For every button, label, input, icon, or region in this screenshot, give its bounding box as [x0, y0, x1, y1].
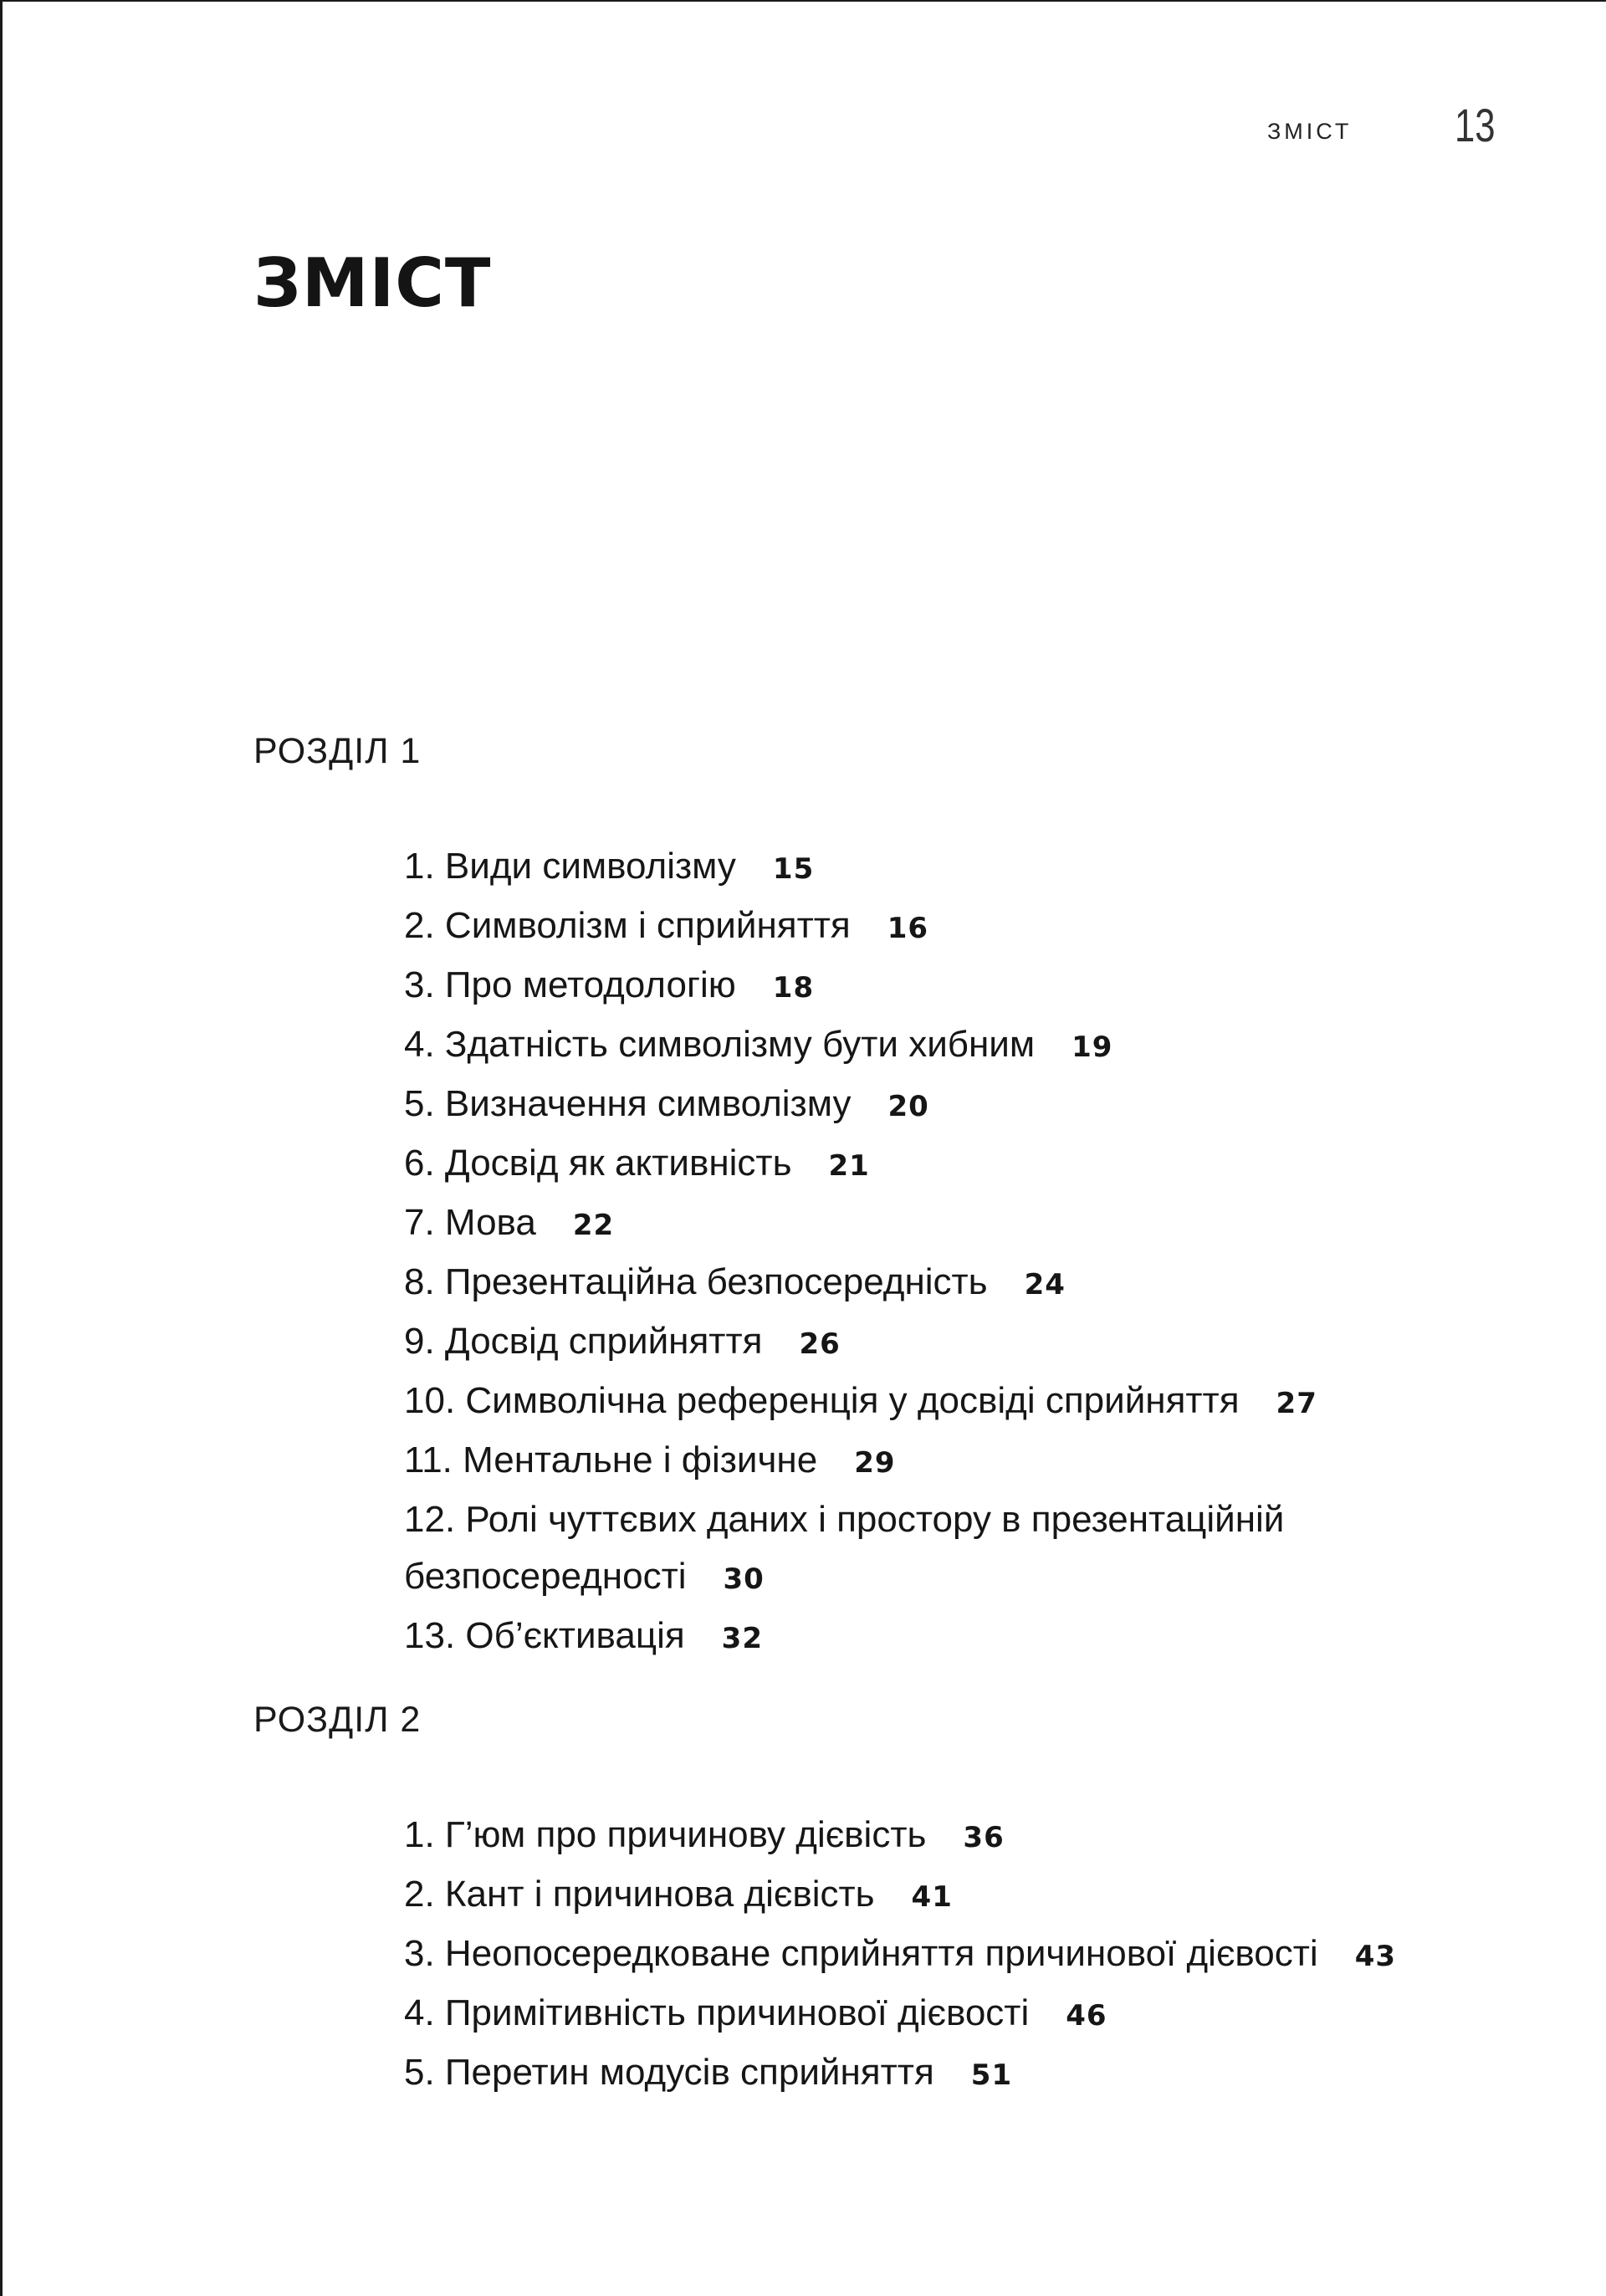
toc-entry-title: 12. Ролі чуттєвих даних і простору в презентаційній безпосередності — [404, 1499, 1285, 1597]
toc-entry-title: 13. Об’єктивація — [404, 1615, 685, 1656]
toc-entry[interactable] — [404, 2044, 1483, 2104]
toc-entry-title: 4. Здатність символізму бути хибним — [404, 1024, 1036, 1065]
running-head — [3, 98, 1606, 151]
toc-entry-title: 10. Символічна референція у досвіді сприйняття — [404, 1380, 1240, 1421]
section-label: РОЗДІЛ 1 — [253, 731, 422, 771]
toc-entry-list — [404, 1807, 1483, 2104]
toc-entry-list — [404, 838, 1483, 1667]
toc-entry-title: 9. Досвід сприйняття — [404, 1321, 763, 1362]
running-head-title: ЗМІСТ — [1267, 119, 1353, 144]
toc-entry-page: 51 — [970, 2058, 1013, 2092]
toc-entry-title: 2. Кант і причинова дієвість — [404, 1874, 875, 1915]
toc-entry[interactable] — [404, 1016, 1483, 1076]
toc-entry[interactable] — [404, 1313, 1483, 1373]
toc-entry-page: 32 — [721, 1622, 763, 1655]
toc-section-1 — [253, 726, 1317, 1656]
toc-entry[interactable] — [404, 1866, 1483, 1925]
toc-entry[interactable] — [404, 1254, 1483, 1313]
toc-entry-page: 22 — [572, 1209, 615, 1242]
toc-entry-page: 19 — [1072, 1030, 1113, 1064]
toc-entry-page: 26 — [799, 1327, 841, 1361]
toc-entry-title: 2. Символізм і сприйняття — [404, 905, 851, 946]
toc-entry-page: 18 — [772, 971, 815, 1005]
toc-entry[interactable] — [404, 1925, 1483, 1985]
section-label: РОЗДІЛ 2 — [253, 1700, 422, 1740]
toc-entry-page: 29 — [854, 1446, 896, 1480]
toc-entry[interactable] — [404, 1194, 1483, 1254]
toc-entry-page: 27 — [1276, 1387, 1317, 1420]
toc-entry-title: 5. Визначення символізму — [404, 1083, 852, 1124]
page-number: 13 — [1455, 99, 1496, 151]
toc-entry-page: 41 — [911, 1880, 953, 1914]
toc-entry[interactable] — [404, 1373, 1483, 1432]
toc-entry-page: 20 — [887, 1090, 929, 1123]
toc-entry-title: 3. Про методологію — [404, 964, 736, 1005]
toc-entry-page: 24 — [1024, 1268, 1066, 1301]
toc-entry[interactable] — [404, 957, 1483, 1016]
toc-entry-page: 30 — [723, 1562, 765, 1596]
toc-entry-title: 7. Мова — [404, 1202, 536, 1243]
toc-entry-title: 8. Презентаційна безпосередність — [404, 1261, 988, 1302]
toc-title: ЗМІСТ — [253, 244, 492, 322]
toc-entry-page: 15 — [772, 852, 815, 886]
toc-entry-page: 16 — [887, 912, 929, 945]
toc-entry-page: 36 — [963, 1821, 1005, 1854]
toc-entry[interactable] — [404, 1135, 1483, 1194]
toc-entry-title: 6. Досвід як активність — [404, 1143, 792, 1184]
toc-entry-title: 1. Види символізму — [404, 846, 736, 887]
toc-entry[interactable] — [404, 1432, 1483, 1491]
toc-entry-page: 21 — [828, 1149, 870, 1183]
toc-entry[interactable] — [404, 1491, 1483, 1608]
toc-entry-title: 3. Неопосередковане сприйняття причинової дієвості — [404, 1933, 1318, 1974]
toc-entry-page: 43 — [1354, 1940, 1397, 1973]
toc-entry-title: 5. Перетин модусів сприйняття — [404, 2052, 934, 2093]
toc-section-2 — [253, 1695, 1397, 2093]
toc-entry[interactable] — [404, 838, 1483, 897]
toc-entry[interactable] — [404, 1985, 1483, 2044]
toc-entry-title: 11. Ментальне і фізичне — [404, 1439, 818, 1480]
toc-entry[interactable] — [404, 1807, 1483, 1866]
toc-entry[interactable] — [404, 897, 1483, 957]
toc-entry-title: 4. Примітивність причинової дієвості — [404, 1992, 1030, 2033]
toc-entry[interactable] — [404, 1608, 1483, 1667]
toc-entry[interactable] — [404, 1076, 1483, 1135]
toc-entry-page: 46 — [1066, 1999, 1107, 2033]
toc-entry-title: 1. Г’юм про причинову дієвість — [404, 1814, 927, 1855]
